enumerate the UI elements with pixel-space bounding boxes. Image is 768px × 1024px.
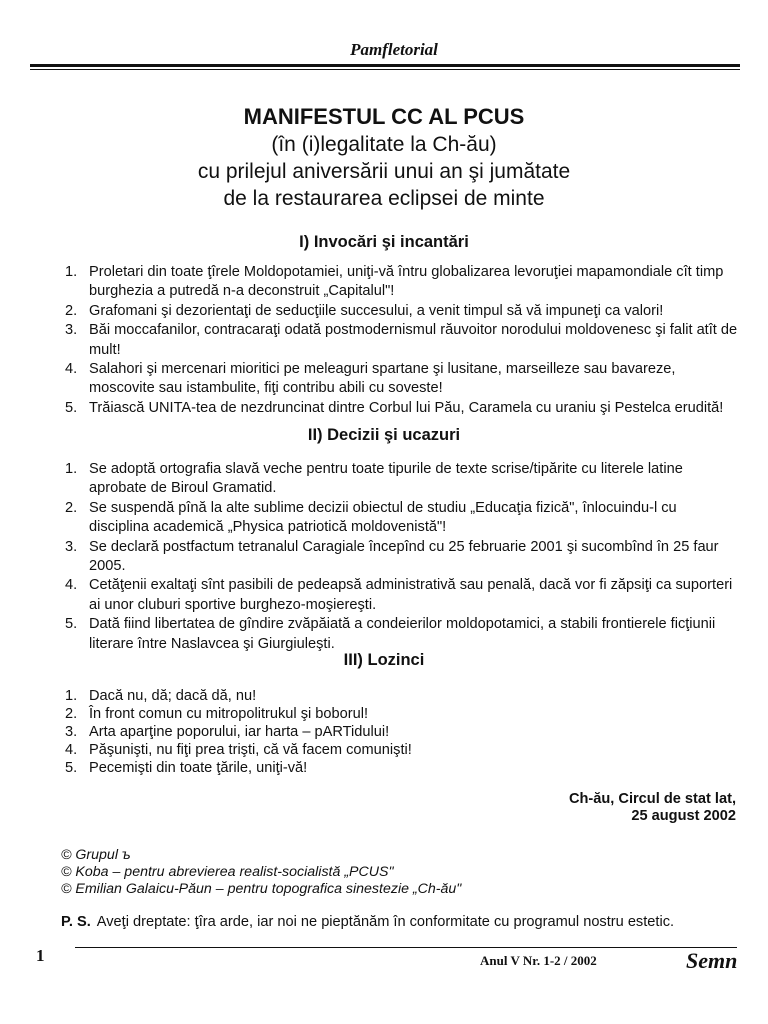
list-item-text: Pecemişti din toate ţările, uniţi-vă!: [89, 760, 308, 776]
section-heading: III) Lozinci: [343, 651, 425, 669]
postscript-text: Aveţi dreptate: ţîra arde, iar noi ne pieptănăm în conformitate cu programul nostru estetic.: [96, 914, 675, 930]
list-item: [52, 360, 738, 399]
list-item: [52, 321, 738, 360]
list-item: [52, 302, 738, 321]
list-item-number: 4.: [65, 361, 78, 378]
list-item: [52, 741, 738, 759]
list-item-text: Salahori şi mercenari mioritici pe meleaguri spartane şi lusitane, marseilleze sau bavareze, moscovite sau istambulite, fiţi contribu abili cu soveste!: [89, 361, 676, 397]
list-item-text: Se declară postfactum tetranalul Caragiale începînd cu 25 februarie 2001 şi sucombînd în 25 faur 2005.: [89, 538, 719, 575]
list-item-number: 3.: [65, 538, 78, 555]
list-item-text: Trăiască UNITA-tea de nezdruncinat dintre Corbul lui Pău, Caramela cu uraniu şi Pestelca erudită!: [89, 399, 724, 416]
credit-line: © Emilian Galaicu-Păun – pentru topografica sinestezie „Ch-ău": [61, 881, 462, 897]
list-item-number: 1.: [65, 264, 78, 280]
list-item: [52, 723, 738, 741]
page-number: 1: [36, 946, 45, 965]
section-list: [52, 460, 738, 654]
list-item-text: Cetăţenii exaltaţi sînt pasibili de pedeapsă administrativă sau penală, dacă vor fi zăpsiţi ca suporteri ai unor cluburi sportive burghezo-moşiereşti.: [89, 577, 733, 613]
document-title: MANIFESTUL CC AL PCUS: [243, 104, 525, 129]
list-item-text: Arta aparţine poporului, iar harta – pARTidului!: [89, 724, 390, 740]
list-item-number: 4.: [65, 577, 78, 594]
subtitle-line: de la restaurarea eclipsei de minte: [223, 187, 545, 210]
list-item: [52, 538, 738, 577]
issue-number: Anul V Nr. 1-2 / 2002: [480, 953, 597, 968]
list-item-text: Băi moccafanilor, contracaraţi odată postmodernismul răuvoitor norodului moldovenesc şi falit atît de mult!: [89, 322, 738, 358]
list-item: [52, 687, 738, 705]
list-item-number: 1.: [65, 688, 78, 704]
list-item-number: 2.: [65, 499, 78, 516]
list-item-number: 2.: [65, 706, 78, 722]
list-item-number: 3.: [65, 322, 78, 339]
list-item-number: 4.: [65, 742, 78, 758]
list-item-number: 5.: [65, 616, 78, 633]
list-item: [52, 263, 738, 302]
section-list: [52, 687, 738, 777]
signature-place: Ch-ău, Circul de stat lat,: [568, 791, 736, 807]
credit-line: © Grupul ъ: [61, 847, 131, 863]
signature-date: 25 august 2002: [631, 808, 736, 824]
list-item-number: 5.: [65, 399, 78, 416]
list-item: [52, 615, 738, 654]
subtitle-line: (în (i)legalitate la Ch-ău): [271, 133, 497, 156]
list-item-text: Proletari din toate ţîrele Moldopotamiei, uniţi-vă întru globalizarea levoruţiei mapamondiale cît timp burghezia a putredă n-a deconstruit „Capitalul"!: [89, 264, 724, 300]
list-item-text: În front comun cu mitropolitrukul şi boborul!: [89, 706, 369, 722]
list-item-number: 1.: [65, 461, 78, 477]
subtitle-line: cu prilejul aniversării unui an şi jumătate: [197, 160, 571, 183]
section-heading: I) Invocări şi incantări: [299, 233, 469, 251]
list-item-text: Se suspendă pînă la alte sublime decizii obiectul de studiu „Educaţia fizică", înlocuindu-l cu disciplina academică „Physica patriotică moldovenistă"!: [89, 499, 677, 536]
list-item-text: Dată fiind libertatea de gîndire zvăpăiată a condeierilor moldopotamici, a stabili frontierele ficţiunii literare între Naslavcea şi Giurgiuleşti.: [89, 616, 716, 652]
list-item-text: Grafomani şi dezorientaţi de seducţiile succesului, a venit timpul să vă impuneţi ca valori!: [89, 302, 664, 319]
postscript: [61, 914, 674, 930]
list-item-number: 2.: [65, 302, 78, 319]
section-list: [52, 263, 738, 418]
credit-line: © Koba – pentru abrevierea realist-socialistă „PCUS": [61, 864, 394, 880]
list-item: [52, 759, 738, 777]
section-heading: II) Decizii şi ucazuri: [307, 426, 461, 444]
magazine-logo: Semn: [686, 948, 738, 973]
list-item: [52, 460, 738, 499]
postscript-label: P. S.: [61, 914, 91, 930]
running-header: Pamfletorial: [350, 40, 438, 59]
list-item: [52, 705, 738, 723]
list-item: [52, 576, 738, 615]
list-item-text: Păşunişti, nu fiţi prea trişti, că vă facem comunişti!: [89, 742, 412, 758]
footer-rule: [75, 947, 737, 948]
list-item-text: Se adoptă ortografia slavă veche pentru toate tipurile de texte scrise/tipărite cu literele latine aprobate de Biroul Gramatid.: [89, 461, 683, 497]
header-rule-thin: [30, 69, 740, 70]
list-item: [52, 499, 738, 538]
list-item-number: 3.: [65, 724, 78, 740]
list-item: [52, 399, 738, 418]
list-item-number: 5.: [65, 760, 78, 776]
list-item-text: Dacă nu, dă; dacă dă, nu!: [89, 688, 257, 704]
header-rule: [30, 64, 740, 67]
